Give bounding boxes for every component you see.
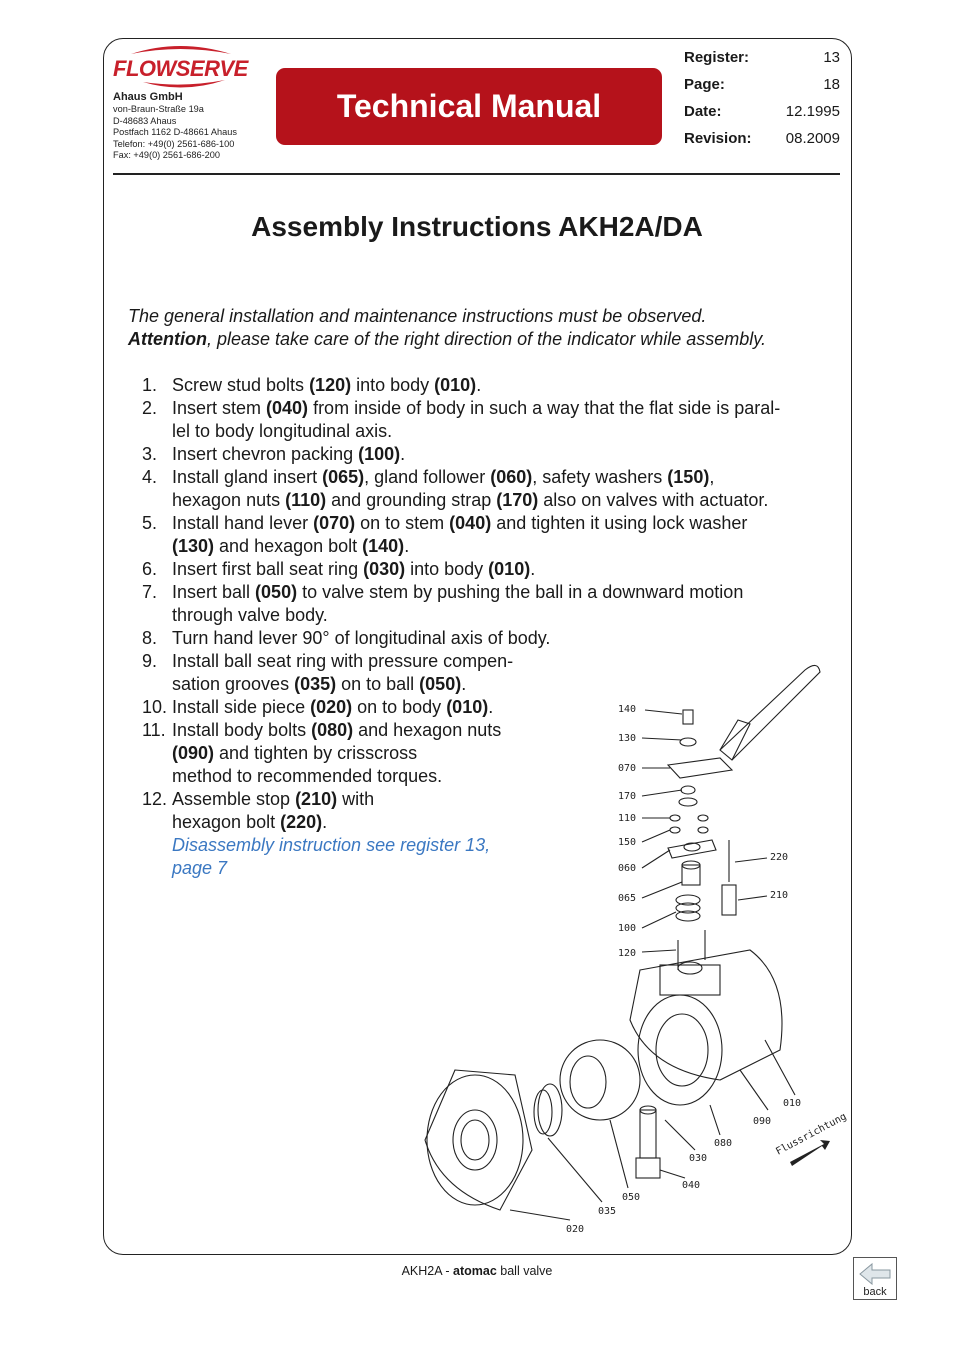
lever-plate (668, 758, 732, 778)
step-number: 12. (142, 789, 168, 809)
header-divider (113, 173, 840, 175)
step-number: 4. (142, 467, 158, 487)
label-050: 050 (622, 1192, 641, 1203)
label-110: 110 (618, 813, 637, 824)
step-text: Turn hand lever 90° of longitudinal axis of body. (172, 628, 551, 648)
label-150: 150 (618, 837, 637, 848)
label-010: 010 (783, 1098, 802, 1109)
label-035: 035 (598, 1206, 617, 1217)
intro-line-2: Attention, please take care of the right direction of the indicator while assembly. (128, 329, 766, 349)
label-070: 070 (618, 763, 637, 774)
step-item (126, 466, 826, 512)
page-title: Assembly Instructions AKH2A/DA (251, 211, 703, 242)
step-number: 7. (142, 582, 158, 602)
side-piece (425, 1070, 532, 1210)
intro-note (128, 305, 766, 351)
label-080: 080 (714, 1138, 733, 1149)
step-item (126, 581, 826, 627)
step-item (126, 443, 826, 466)
address-line: Fax: +49(0) 2561-686-200 (113, 150, 221, 160)
intro-line-1: The general installation and maintenance instructions must be observed. (128, 306, 707, 326)
brand-name: FLOWSERVE (113, 56, 248, 81)
hand-lever (720, 665, 820, 760)
address-line: Postfach 1162 D-48661 Ahaus (113, 127, 237, 137)
link-line-2[interactable]: page 7 (172, 858, 228, 878)
step-item (126, 374, 826, 397)
step-text: Install ball seat ring with pressure compen- sation grooves (035) on to ball (050). (172, 651, 514, 694)
step-text: Install hand lever (070) on to stem (040) and tighten it using lock washer (130) and hexagon bolt (140). (172, 513, 748, 556)
company-address (113, 91, 237, 162)
step-text: Install body bolts (080) and hexagon nuts (090) and tighten by crisscross method to recommended torques. (172, 720, 502, 786)
document-meta (684, 44, 840, 152)
step-number: 10. (142, 697, 168, 717)
label-140: 140 (618, 704, 637, 715)
valve-ball (560, 1040, 640, 1120)
link-line-1[interactable]: Disassembly instruction see register 13, (172, 835, 491, 855)
meta-date: Date: 12.1995 (684, 103, 840, 120)
step-item (126, 627, 826, 650)
step-number: 6. (142, 559, 158, 579)
step-number: 9. (142, 651, 158, 671)
label-130: 130 (618, 733, 637, 744)
step-text: Insert chevron packing (100). (172, 444, 406, 464)
label-065: 065 (618, 893, 637, 904)
step-item (126, 397, 826, 443)
step-text: Install gland insert (065), gland follower (060), safety washers (150), hexagon nuts (110) and grounding strap (170) also on valves with actuator. (172, 467, 769, 510)
label-210: 210 (770, 890, 789, 901)
back-label: back (863, 1286, 887, 1298)
step-text: Insert stem (040) from inside of body in such a way that the flat side is paral- lel to body longitudinal axis. (172, 398, 781, 441)
label-060: 060 (618, 863, 637, 874)
back-button[interactable] (853, 1257, 897, 1300)
meta-page: Page: 18 (684, 76, 840, 93)
company-name: Ahaus GmbH (113, 91, 183, 103)
address-line: D-48683 Ahaus (113, 115, 177, 126)
meta-revision: Revision: 08.2009 (684, 130, 840, 147)
exploded-valve-drawing (420, 650, 849, 1240)
valve-body (630, 950, 782, 1080)
address-line: von-Braun-Straße 19a (113, 104, 204, 114)
step-number: 8. (142, 628, 158, 648)
label-100: 100 (618, 923, 637, 934)
page-footer: AKH2A - atomac ball valve (401, 1264, 553, 1278)
step-number: 2. (142, 398, 158, 418)
label-flow-direction: Flussrichtung (774, 1111, 849, 1158)
label-090: 090 (753, 1116, 772, 1127)
manual-banner: Technical Manual (276, 68, 662, 145)
label-220: 220 (770, 852, 789, 863)
step-number: 5. (142, 513, 158, 533)
step-text: Insert ball (050) to valve stem by pushing the ball in a downward motion through valve body. (172, 582, 744, 625)
step-text: Insert first ball seat ring (030) into body (010). (172, 559, 536, 579)
label-030: 030 (689, 1153, 708, 1164)
step-text: Screw stud bolts (120) into body (010). (172, 375, 482, 395)
step-item (126, 512, 826, 558)
label-040: 040 (682, 1180, 701, 1191)
label-120: 120 (618, 948, 637, 959)
step-number: 3. (142, 444, 158, 464)
step-item (126, 558, 826, 581)
step-text: Assemble stop (210) with hexagon bolt (220). (172, 789, 375, 832)
step-text: Install side piece (020) on to body (010). (172, 697, 494, 717)
step-number: 11. (142, 720, 166, 740)
step-number: 1. (142, 375, 158, 395)
address-line: Telefon: +49(0) 2561-686-100 (113, 138, 235, 149)
meta-register: Register: 13 (684, 49, 840, 66)
label-170: 170 (618, 791, 637, 802)
label-020: 020 (566, 1224, 585, 1235)
